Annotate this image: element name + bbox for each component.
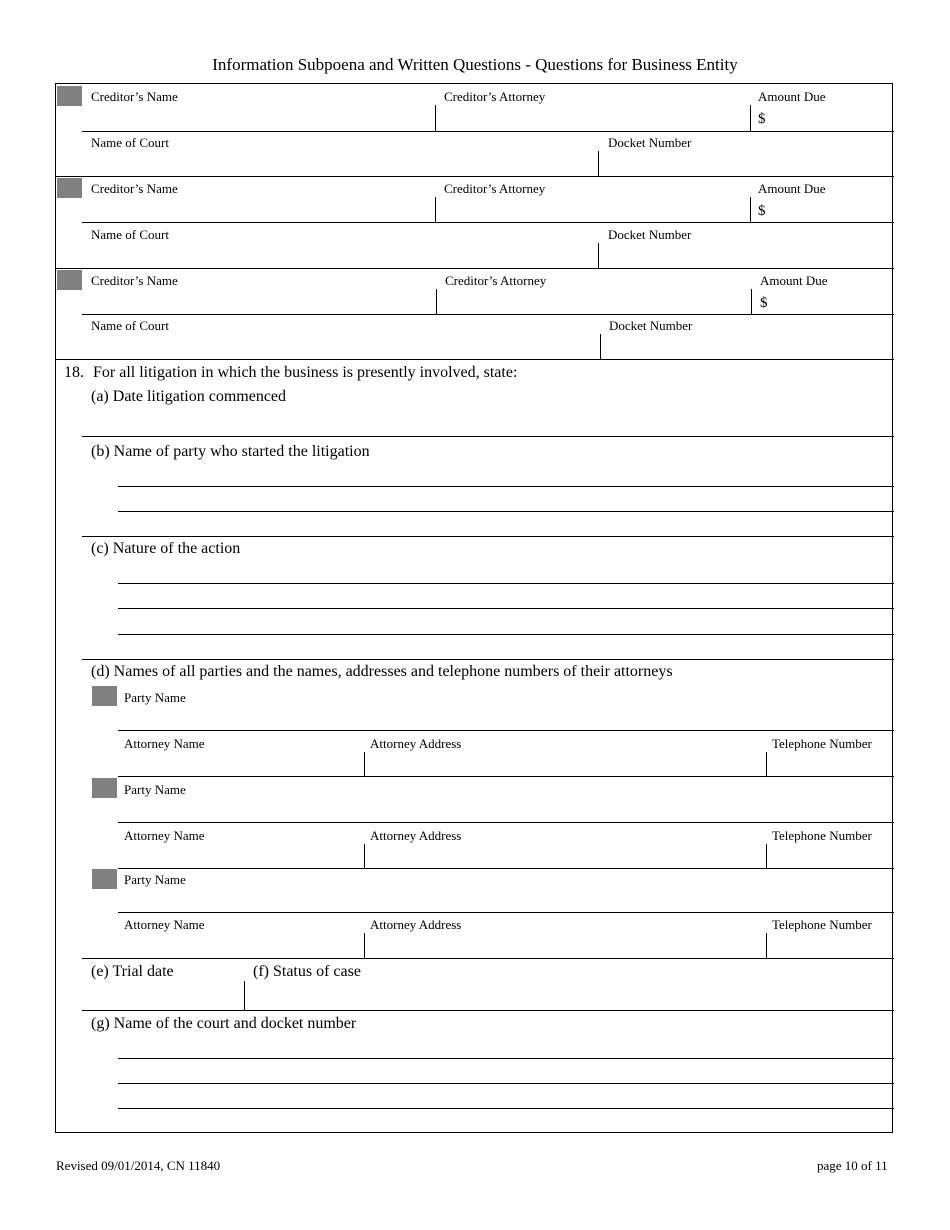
creditor-attorney-label: Creditor’s Attorney — [444, 89, 546, 104]
field-divider — [435, 105, 436, 131]
question-18f-label: (f) Status of case — [253, 963, 361, 980]
page-title: Information Subpoena and Written Questions - Questions for Business Entity — [212, 55, 738, 74]
party-marker — [92, 686, 117, 706]
question-18e-label: (e) Trial date — [91, 963, 174, 980]
block-marker — [57, 270, 82, 290]
question-18g-label: (g) Name of the court and docket number — [91, 1015, 357, 1032]
creditor-name-label: Creditor’s Name — [91, 181, 178, 196]
party-name-label: Party Name — [124, 872, 186, 887]
court-label: Name of Court — [91, 227, 169, 242]
creditor-name-label: Creditor’s Name — [91, 89, 178, 104]
field-line — [118, 912, 894, 913]
attorney-name-label: Attorney Name — [124, 736, 205, 751]
field-divider — [750, 105, 751, 131]
attorney-address-label: Attorney Address — [370, 736, 462, 751]
block-line — [56, 176, 894, 177]
field-divider — [435, 197, 436, 222]
party-marker — [92, 869, 117, 889]
field-divider — [436, 289, 437, 314]
answer-line[interactable] — [82, 436, 894, 437]
telephone-label: Telephone Number — [772, 917, 872, 932]
section-line — [56, 359, 894, 360]
question-18a-label: (a) Date litigation commenced — [91, 388, 287, 405]
amount-due-label: Amount Due — [760, 273, 828, 288]
creditor-attorney-label: Creditor’s Attorney — [444, 181, 546, 196]
attorney-name-label: Attorney Name — [124, 917, 205, 932]
answer-line[interactable] — [82, 536, 894, 537]
answer-line[interactable] — [82, 659, 894, 660]
docket-label: Docket Number — [609, 318, 693, 333]
field-divider — [750, 197, 751, 222]
amount-due-label: Amount Due — [758, 89, 826, 104]
telephone-label: Telephone Number — [772, 828, 872, 843]
field-divider — [364, 752, 365, 776]
creditor-attorney-label: Creditor’s Attorney — [445, 273, 547, 288]
question-18-intro: For all litigation in which the business is presently involved, state: — [93, 364, 518, 381]
field-line — [82, 958, 894, 959]
party-marker — [92, 778, 117, 798]
field-line — [118, 776, 894, 777]
question-18c-label: (c) Nature of the action — [91, 540, 241, 557]
question-18b-label: (b) Name of party who started the litigation — [91, 443, 370, 460]
field-line — [82, 314, 894, 315]
field-line — [82, 222, 894, 223]
docket-label: Docket Number — [608, 135, 692, 150]
field-divider — [364, 844, 365, 868]
block-line — [56, 268, 894, 269]
currency-symbol: $ — [758, 203, 766, 219]
field-divider — [766, 844, 767, 868]
amount-due-label: Amount Due — [758, 181, 826, 196]
currency-symbol: $ — [758, 111, 766, 127]
question-18d-label: (d) Names of all parties and the names, addresses and telephone numbers of their attorneys — [91, 663, 673, 680]
answer-line[interactable] — [118, 1083, 894, 1084]
answer-line[interactable] — [118, 1108, 894, 1109]
field-line — [118, 822, 894, 823]
answer-line[interactable] — [82, 1010, 894, 1011]
answer-line[interactable] — [118, 583, 894, 584]
field-line — [82, 131, 894, 132]
attorney-address-label: Attorney Address — [370, 828, 462, 843]
docket-label: Docket Number — [608, 227, 692, 242]
field-divider — [244, 981, 245, 1010]
answer-line[interactable] — [118, 1058, 894, 1059]
telephone-label: Telephone Number — [772, 736, 872, 751]
field-divider — [600, 334, 601, 359]
field-divider — [751, 289, 752, 314]
party-name-label: Party Name — [124, 690, 186, 705]
field-divider — [598, 151, 599, 176]
creditor-name-label: Creditor’s Name — [91, 273, 178, 288]
revision-note: Revised 09/01/2014, CN 11840 — [56, 1158, 221, 1173]
field-divider — [766, 933, 767, 958]
field-line — [118, 730, 894, 731]
answer-line[interactable] — [118, 511, 894, 512]
block-marker — [57, 86, 82, 106]
attorney-address-label: Attorney Address — [370, 917, 462, 932]
field-line — [118, 868, 894, 869]
field-divider — [598, 243, 599, 268]
block-marker — [57, 178, 82, 198]
field-divider — [766, 752, 767, 776]
answer-line[interactable] — [118, 608, 894, 609]
page-number: page 10 of 11 — [817, 1158, 888, 1173]
currency-symbol: $ — [760, 295, 768, 311]
court-label: Name of Court — [91, 135, 169, 150]
party-name-label: Party Name — [124, 782, 186, 797]
answer-line[interactable] — [118, 634, 894, 635]
answer-line[interactable] — [118, 486, 894, 487]
question-number: 18. — [64, 364, 84, 381]
field-divider — [364, 933, 365, 958]
attorney-name-label: Attorney Name — [124, 828, 205, 843]
court-label: Name of Court — [91, 318, 169, 333]
